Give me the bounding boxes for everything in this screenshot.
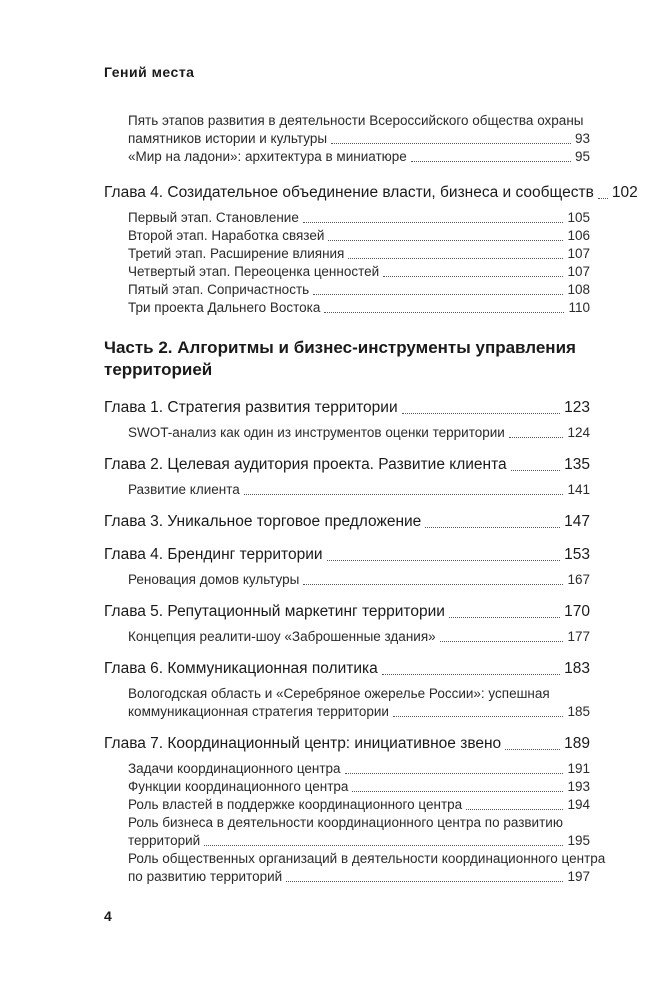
leader-dots: [331, 143, 571, 144]
toc-page-number: 95: [574, 149, 590, 164]
toc-page-number: 110: [568, 300, 590, 315]
toc-entry-title: Третий этап. Расширение влияния: [128, 246, 345, 261]
toc-page-number: 106: [567, 228, 590, 243]
toc-chapter: [104, 182, 638, 203]
toc-page-number: 194: [567, 797, 590, 812]
toc-page-number: 191: [567, 761, 590, 776]
toc-page-number: 124: [567, 425, 590, 440]
running-head: Гений места: [104, 64, 195, 80]
toc-entry: [104, 130, 590, 148]
leader-dots: [313, 294, 563, 295]
toc-page-number: 93: [574, 131, 590, 146]
leader-dots: [327, 560, 561, 561]
leader-dots: [425, 527, 560, 528]
leader-dots: [303, 222, 564, 223]
toc-page-number: 108: [567, 282, 590, 297]
toc-page-number: 167: [567, 572, 590, 587]
toc-entry-title: территорий: [128, 833, 201, 848]
toc-entry: [104, 245, 590, 263]
toc-page-number: 183: [564, 660, 590, 677]
page-number: 4: [104, 908, 112, 924]
toc-page-number: 123: [564, 399, 590, 416]
toc-chapter: [104, 658, 590, 679]
toc-entry: [104, 209, 590, 227]
toc-page-number: 185: [567, 704, 590, 719]
toc-chapter: [104, 397, 590, 418]
toc-chapter: [104, 601, 590, 622]
toc-entry: [104, 571, 590, 589]
toc-chapter: [104, 733, 590, 754]
toc-page-number: 105: [567, 210, 590, 225]
toc-entry-title: Пятый этап. Сопричастность: [128, 282, 310, 297]
toc-page-number: 170: [564, 603, 590, 620]
toc-entry-title: Задачи координационного центра: [128, 761, 341, 776]
toc-entry-title: Второй этап. Наработка связей: [128, 228, 325, 243]
toc-entry: [104, 299, 590, 317]
toc-entry-title: SWOT-анализ как один из инструментов оценки территории: [128, 425, 505, 440]
table-of-contents: [104, 112, 638, 886]
toc-page-number: 135: [564, 456, 590, 473]
toc-entry-line1: Роль бизнеса в деятельности координационного центра по развитию: [128, 815, 563, 830]
toc-entry: [104, 832, 590, 850]
toc-entry-title: Функции координационного центра: [128, 779, 349, 794]
toc-entry-line1: Роль общественных организаций в деятельности координационного центра: [128, 851, 606, 866]
leader-dots: [383, 276, 563, 277]
toc-page-number: 189: [564, 735, 590, 752]
leader-dots: [402, 413, 561, 414]
toc-page-number: 197: [567, 869, 590, 884]
toc-entry-title: Первый этап. Становление: [128, 210, 299, 225]
leader-dots: [204, 845, 563, 846]
toc-chapter-title: Глава 4. Созидательное объединение власти, бизнеса и сообществ: [104, 184, 594, 201]
toc-chapter-title: Глава 5. Репутационный маркетинг территории: [104, 603, 445, 620]
leader-dots: [324, 312, 564, 313]
toc-entry-title: по развитию территорий: [128, 869, 283, 884]
leader-dots: [440, 641, 564, 642]
toc-entry: [104, 868, 590, 886]
leader-dots: [511, 470, 560, 471]
toc-entry-title: Три проекта Дальнего Востока: [128, 300, 321, 315]
leader-dots: [466, 809, 563, 810]
toc-chapter-title: Глава 3. Уникальное торговое предложение: [104, 513, 422, 530]
leader-dots: [244, 494, 564, 495]
toc-entry: [104, 481, 590, 499]
toc-entry-line1: Вологодская область и «Серебряное ожерелье России»: успешная: [128, 686, 550, 701]
toc-entry: [104, 760, 590, 778]
leader-dots: [382, 674, 560, 675]
toc-page-number: 141: [567, 482, 590, 497]
toc-entry-line1: Пять этапов развития в деятельности Всероссийского общества охраны: [128, 113, 584, 128]
toc-entry-title: Развитие клиента: [128, 482, 240, 497]
toc-page-number: 107: [567, 264, 590, 279]
leader-dots: [509, 437, 564, 438]
toc-chapter-title: Глава 6. Коммуникационная политика: [104, 660, 378, 677]
toc-page-number: 147: [564, 513, 590, 530]
toc-entry-title: Четвертый этап. Переоценка ценностей: [128, 264, 380, 279]
toc-page-number: 195: [567, 833, 590, 848]
toc-entry: [104, 424, 590, 442]
toc-entry-title: коммуникационная стратегия территории: [128, 704, 389, 719]
leader-dots: [411, 161, 571, 162]
toc-page-number: 193: [567, 779, 590, 794]
toc-entry: [104, 796, 590, 814]
part-heading-line2: территорией: [104, 360, 213, 379]
toc-entry-title: Реновация домов культуры: [128, 572, 300, 587]
leader-dots: [286, 881, 563, 882]
toc-chapter-title: Глава 2. Целевая аудитория проекта. Развитие клиента: [104, 456, 507, 473]
toc-entry: [104, 227, 590, 245]
leader-dots: [598, 198, 608, 199]
toc-entry-title: Концепция реалити-шоу «Заброшенные здания»: [128, 629, 436, 644]
toc-entry-title: памятников истории и культуры: [128, 131, 328, 146]
leader-dots: [449, 617, 560, 618]
leader-dots: [348, 258, 563, 259]
toc-entry: [104, 628, 590, 646]
toc-chapter-title: Глава 1. Стратегия развития территории: [104, 399, 398, 416]
toc-chapter-title: Глава 7. Координационный центр: инициативное звено: [104, 735, 502, 752]
leader-dots: [303, 584, 563, 585]
toc-entry: [104, 281, 590, 299]
toc-chapter: [104, 511, 590, 532]
toc-chapter: [104, 544, 590, 565]
part-heading-line1: Часть 2. Алгоритмы и бизнес-инструменты управления: [104, 338, 576, 357]
toc-entry: [104, 778, 590, 796]
toc-page-number: 107: [567, 246, 590, 261]
leader-dots: [393, 716, 564, 717]
toc-page-number: 102: [611, 184, 638, 201]
toc-entry: [104, 703, 590, 721]
toc-page-number: 177: [567, 629, 590, 644]
part-heading: [104, 337, 590, 381]
toc-entry-title: Роль властей в поддержке координационного центра: [128, 797, 463, 812]
leader-dots: [352, 791, 563, 792]
toc-entry-title: «Мир на ладони»: архитектура в миниатюре: [128, 149, 407, 164]
toc-page-number: 153: [564, 546, 590, 563]
leader-dots: [505, 749, 560, 750]
leader-dots: [345, 773, 564, 774]
toc-chapter-title: Глава 4. Брендинг территории: [104, 546, 323, 563]
toc-entry: [104, 148, 590, 166]
toc-entry: [104, 263, 590, 281]
toc-chapter: [104, 454, 590, 475]
leader-dots: [328, 240, 563, 241]
